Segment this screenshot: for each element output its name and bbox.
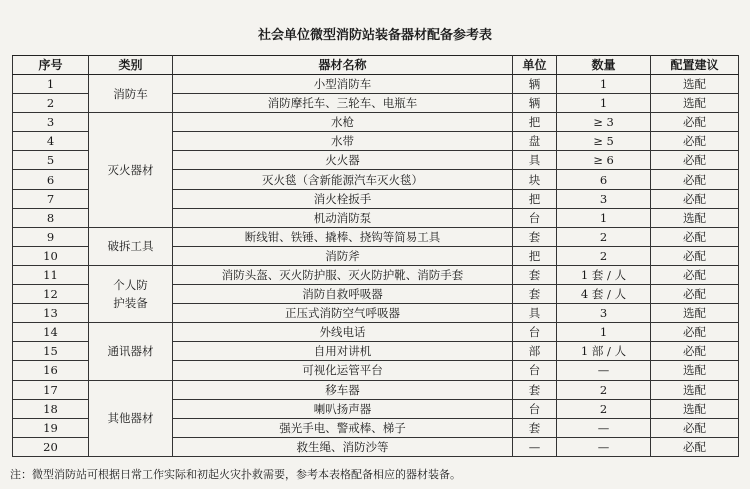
- quantity-cell: 2: [557, 246, 651, 265]
- category-cell: [89, 380, 173, 456]
- equipment-name: 消防摩托车、三轮车、电瓶车: [173, 94, 513, 113]
- unit-cell: 具: [513, 151, 557, 170]
- equipment-name: 正压式消防空气呼吸器: [173, 304, 513, 323]
- quantity-cell: 3: [557, 189, 651, 208]
- quantity-cell: ≥ 5: [557, 132, 651, 151]
- advice-cell: 选配: [651, 94, 739, 113]
- quantity-cell: 3: [557, 304, 651, 323]
- advice-cell: 必配: [651, 246, 739, 265]
- equipment-name: 消防斧: [173, 246, 513, 265]
- unit-cell: 台: [513, 208, 557, 227]
- row-number: 10: [13, 246, 89, 265]
- advice-cell: 必配: [651, 437, 739, 456]
- header-no: 序号: [13, 56, 89, 75]
- header-category: 类别: [89, 56, 173, 75]
- row-number: 15: [13, 342, 89, 361]
- equipment-name: 消防自救呼吸器: [173, 285, 513, 304]
- row-number: 4: [13, 132, 89, 151]
- equipment-name: 移车器: [173, 380, 513, 399]
- category-cell: [89, 323, 173, 380]
- row-number: 14: [13, 323, 89, 342]
- table-row: [13, 380, 739, 399]
- table-row: [13, 75, 739, 94]
- row-number: 17: [13, 380, 89, 399]
- equipment-name: 可视化运管平台: [173, 361, 513, 380]
- unit-cell: 把: [513, 246, 557, 265]
- equipment-name: 强光手电、警戒棒、梯子: [173, 418, 513, 437]
- category-cell: [89, 75, 173, 113]
- equipment-name: 外线电话: [173, 323, 513, 342]
- equipment-name: 灭火毯（含新能源汽车灭火毯）: [173, 170, 513, 189]
- row-number: 7: [13, 189, 89, 208]
- equipment-name: 水枪: [173, 113, 513, 132]
- quantity-cell: 1: [557, 94, 651, 113]
- quantity-cell: 2: [557, 380, 651, 399]
- row-number: 2: [13, 94, 89, 113]
- row-number: 13: [13, 304, 89, 323]
- row-number: 5: [13, 151, 89, 170]
- equipment-name: 断线钳、铁锤、撬棒、挠钩等简易工具: [173, 227, 513, 246]
- advice-cell: 必配: [651, 113, 739, 132]
- category-cell: [89, 227, 173, 265]
- unit-cell: 具: [513, 304, 557, 323]
- unit-cell: 块: [513, 170, 557, 189]
- table-row: [13, 113, 739, 132]
- advice-cell: 必配: [651, 285, 739, 304]
- equipment-name: 消防头盔、灭火防护服、灭火防护靴、消防手套: [173, 265, 513, 284]
- quantity-cell: ≥ 3: [557, 113, 651, 132]
- advice-cell: 必配: [651, 132, 739, 151]
- quantity-cell: —: [557, 437, 651, 456]
- row-number: 1: [13, 75, 89, 94]
- unit-cell: 把: [513, 113, 557, 132]
- equipment-name: 小型消防车: [173, 75, 513, 94]
- unit-cell: 台: [513, 361, 557, 380]
- advice-cell: 必配: [651, 323, 739, 342]
- quantity-cell: 1: [557, 75, 651, 94]
- header-advice: 配置建议: [651, 56, 739, 75]
- category-cell: [89, 265, 173, 322]
- equipment-name: 自用对讲机: [173, 342, 513, 361]
- table-body: [13, 75, 739, 457]
- advice-cell: 选配: [651, 208, 739, 227]
- category-cell: [89, 113, 173, 228]
- advice-cell: 选配: [651, 361, 739, 380]
- table-title: 社会单位微型消防站装备器材配备参考表: [257, 28, 492, 43]
- advice-cell: 必配: [651, 342, 739, 361]
- row-number: 3: [13, 113, 89, 132]
- advice-cell: 必配: [651, 170, 739, 189]
- advice-cell: 必配: [651, 265, 739, 284]
- row-number: 9: [13, 227, 89, 246]
- unit-cell: 套: [513, 418, 557, 437]
- equipment-name: 火火器: [173, 151, 513, 170]
- row-number: 18: [13, 399, 89, 418]
- unit-cell: 套: [513, 285, 557, 304]
- quantity-cell: 4 套 / 人: [557, 285, 651, 304]
- category-label: 消防车: [113, 86, 148, 101]
- category-label: 灭火器材: [107, 162, 154, 177]
- equipment-name: 消火栓扳手: [173, 189, 513, 208]
- row-number: 20: [13, 437, 89, 456]
- unit-cell: 辆: [513, 94, 557, 113]
- equipment-name: 救生绳、消防沙等: [173, 437, 513, 456]
- footnote: 注：微型消防站可根据日常工作实际和初起火灾扑救需要，参考本表格配备相应的器材装备。: [10, 468, 461, 481]
- quantity-cell: ≥ 6: [557, 151, 651, 170]
- quantity-cell: 2: [557, 227, 651, 246]
- header-row: [13, 56, 739, 75]
- row-number: 19: [13, 418, 89, 437]
- quantity-cell: 1 部 / 人: [557, 342, 651, 361]
- category-label: 通讯器材: [107, 344, 154, 359]
- table-row: [13, 227, 739, 246]
- table-row: [13, 323, 739, 342]
- equipment-name: 机动消防泵: [173, 208, 513, 227]
- advice-cell: 必配: [651, 151, 739, 170]
- unit-cell: 把: [513, 189, 557, 208]
- category-label: 破拆工具: [107, 239, 154, 254]
- unit-cell: 套: [513, 227, 557, 246]
- unit-cell: 台: [513, 399, 557, 418]
- quantity-cell: 1: [557, 208, 651, 227]
- header-quantity: 数量: [557, 56, 651, 75]
- advice-cell: 必配: [651, 189, 739, 208]
- quantity-cell: —: [557, 361, 651, 380]
- advice-cell: 选配: [651, 380, 739, 399]
- table-row: [13, 265, 739, 284]
- unit-cell: 辆: [513, 75, 557, 94]
- unit-cell: 部: [513, 342, 557, 361]
- row-number: 8: [13, 208, 89, 227]
- equipment-table: [12, 55, 739, 457]
- equipment-name: 喇叭扬声器: [173, 399, 513, 418]
- advice-cell: 选配: [651, 75, 739, 94]
- category-label: 个人防: [113, 278, 148, 293]
- advice-cell: 必配: [651, 418, 739, 437]
- category-label: 其他器材: [107, 411, 154, 426]
- unit-cell: 台: [513, 323, 557, 342]
- unit-cell: 套: [513, 265, 557, 284]
- header-unit: 单位: [513, 56, 557, 75]
- quantity-cell: 2: [557, 399, 651, 418]
- advice-cell: 必配: [651, 227, 739, 246]
- quantity-cell: 1 套 / 人: [557, 265, 651, 284]
- quantity-cell: 1: [557, 323, 651, 342]
- unit-cell: 盘: [513, 132, 557, 151]
- row-number: 16: [13, 361, 89, 380]
- equipment-name: 水带: [173, 132, 513, 151]
- row-number: 6: [13, 170, 89, 189]
- advice-cell: 选配: [651, 304, 739, 323]
- advice-cell: 选配: [651, 399, 739, 418]
- row-number: 11: [13, 265, 89, 284]
- category-label: 护装备: [113, 296, 148, 311]
- unit-cell: —: [513, 437, 557, 456]
- quantity-cell: 6: [557, 170, 651, 189]
- quantity-cell: —: [557, 418, 651, 437]
- header-name: 器材名称: [173, 56, 513, 75]
- row-number: 12: [13, 285, 89, 304]
- unit-cell: 套: [513, 380, 557, 399]
